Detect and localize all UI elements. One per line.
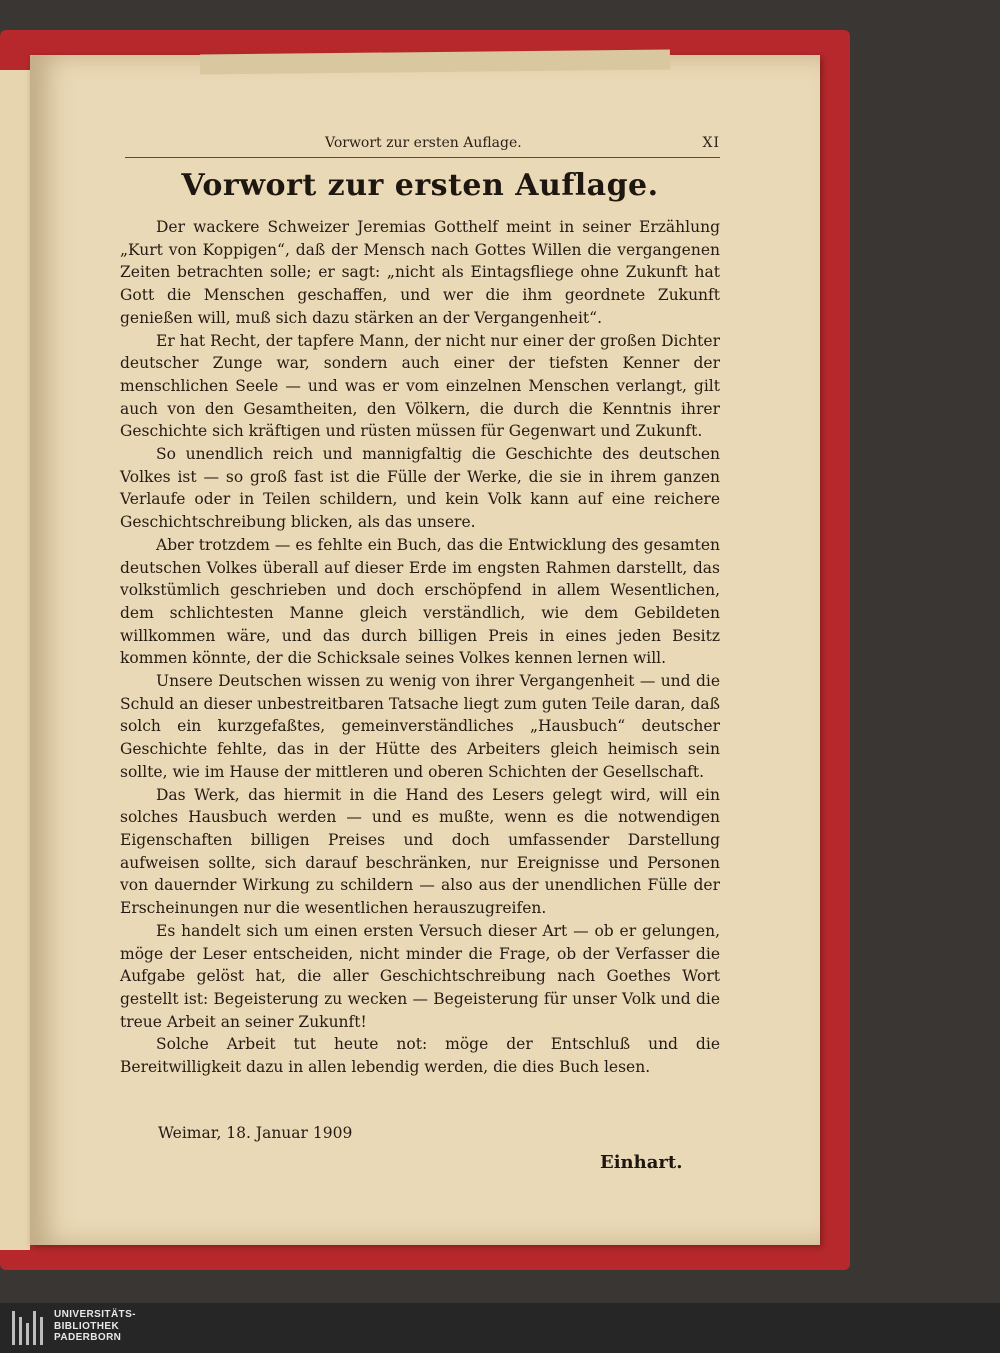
library-logo-line: PADERBORN (54, 1332, 122, 1343)
signature: Einhart. (600, 1152, 683, 1173)
paragraph: Aber trotzdem — es fehlte ein Buch, das die Entwicklung des gesamten deutschen Volkes überall auf dieser Erde im engsten Rahmen darstellt, das volkstümlich geschrieben und doch erschöpfend in allem Wesentlichen, dem schlichtesten Manne gleich verständlich, wie dem Gebildeten willkommen wäre, und das durch billigen Preis in eines jeden Besitz kommen könnte, der die Schicksale seines Volkes kennen lernen will. (120, 535, 720, 668)
chapter-title: Vorwort zur ersten Auflage. (181, 168, 659, 203)
paragraph: Es handelt sich um einen ersten Versuch dieser Art — ob er gelungen, möge der Leser entscheiden, nicht minder die Frage, ob der Verfasser die Aufgabe gelöst hat, die aller Geschichtschreibung nach Goethes Wort gestellt ist: Begeisterung zu wecken — Begeisterung für unser Volk und die treue Arbeit an seiner Zukunft! (120, 921, 720, 1031)
running-head-title: Vorwort zur ersten Auflage. (325, 135, 522, 151)
library-logo-text (54, 1309, 136, 1344)
library-logo-icon (12, 1311, 44, 1345)
paragraph: So unendlich reich und mannigfaltig die Geschichte des deutschen Volkes ist — so groß fast ist die Fülle der Werke, die sie in ihrem ganzen Verlaufe oder in Teilen schildern, und kein Volk kann auf eine reichere Geschichtschreibung blicken, als das unsere. (120, 445, 720, 532)
page-number: XI (702, 135, 720, 151)
body-text (120, 216, 720, 1079)
library-footer (0, 1303, 1000, 1353)
running-head (125, 135, 720, 158)
date-line: Weimar, 18. Januar 1909 (158, 1124, 353, 1142)
paragraph: Er hat Recht, der tapfere Mann, der nicht nur einer der großen Dichter deutscher Zunge war, sondern auch einer der tiefsten Kenner der menschlichen Seele — und was er vom einzelnen Menschen verlangt, gilt auch von den Gesamtheiten, den Völkern, die durch die Kenntnis ihrer Geschichte sich kräftigen und rüsten müssen für Gegenwart und Zukunft. (120, 331, 720, 441)
paragraph: Unsere Deutschen wissen zu wenig von ihrer Vergangenheit — und die Schuld an dieser unbestreitbaren Tatsache liegt zum guten Teile daran, daß solch ein kurzgefaßtes, gemeinverständliches „Hausbuch“ deutscher Geschichte fehlte, das in der Hütte des Arbeiters gleich heimisch sein sollte, wie im Hause der mittleren und oberen Schichten der Gesellschaft. (120, 672, 720, 781)
library-logo-line: UNIVERSITÄTS- (54, 1309, 136, 1320)
paragraph: Solche Arbeit tut heute not: möge der Entschluß und die Bereitwilligkeit dazu in allen lebendig werden, die dies Buch lesen. (120, 1035, 720, 1077)
left-page-edge (0, 70, 30, 1250)
paragraph: Der wackere Schweizer Jeremias Gotthelf meint in seiner Erzählung „Kurt von Koppigen“, daß der Mensch nach Gottes Willen die vergangenen Zeiten betrachten solle; er sagt: „nicht als Eintagsfliege ohne Zukunft hat Gott die Menschen geschaffen, und wer die ihm geordnete Zukunft genießen will, muß sich dazu stärken an der Vergangenheit“. (120, 218, 720, 327)
paragraph: Das Werk, das hiermit in die Hand des Lesers gelegt wird, will ein solches Hausbuch werden — und es mußte, wenn es die notwendigen Eigenschaften billigen Preises und doch umfassender Darstellung aufweisen sollte, sich darauf beschränken, nur Ereignisse und Personen von dauernder Wirkung zu schildern — also aus der unendlichen Fülle der Erscheinungen nur die wesentlichen herauszugreifen. (120, 785, 720, 918)
library-logo-line: BIBLIOTHEK (54, 1320, 120, 1332)
